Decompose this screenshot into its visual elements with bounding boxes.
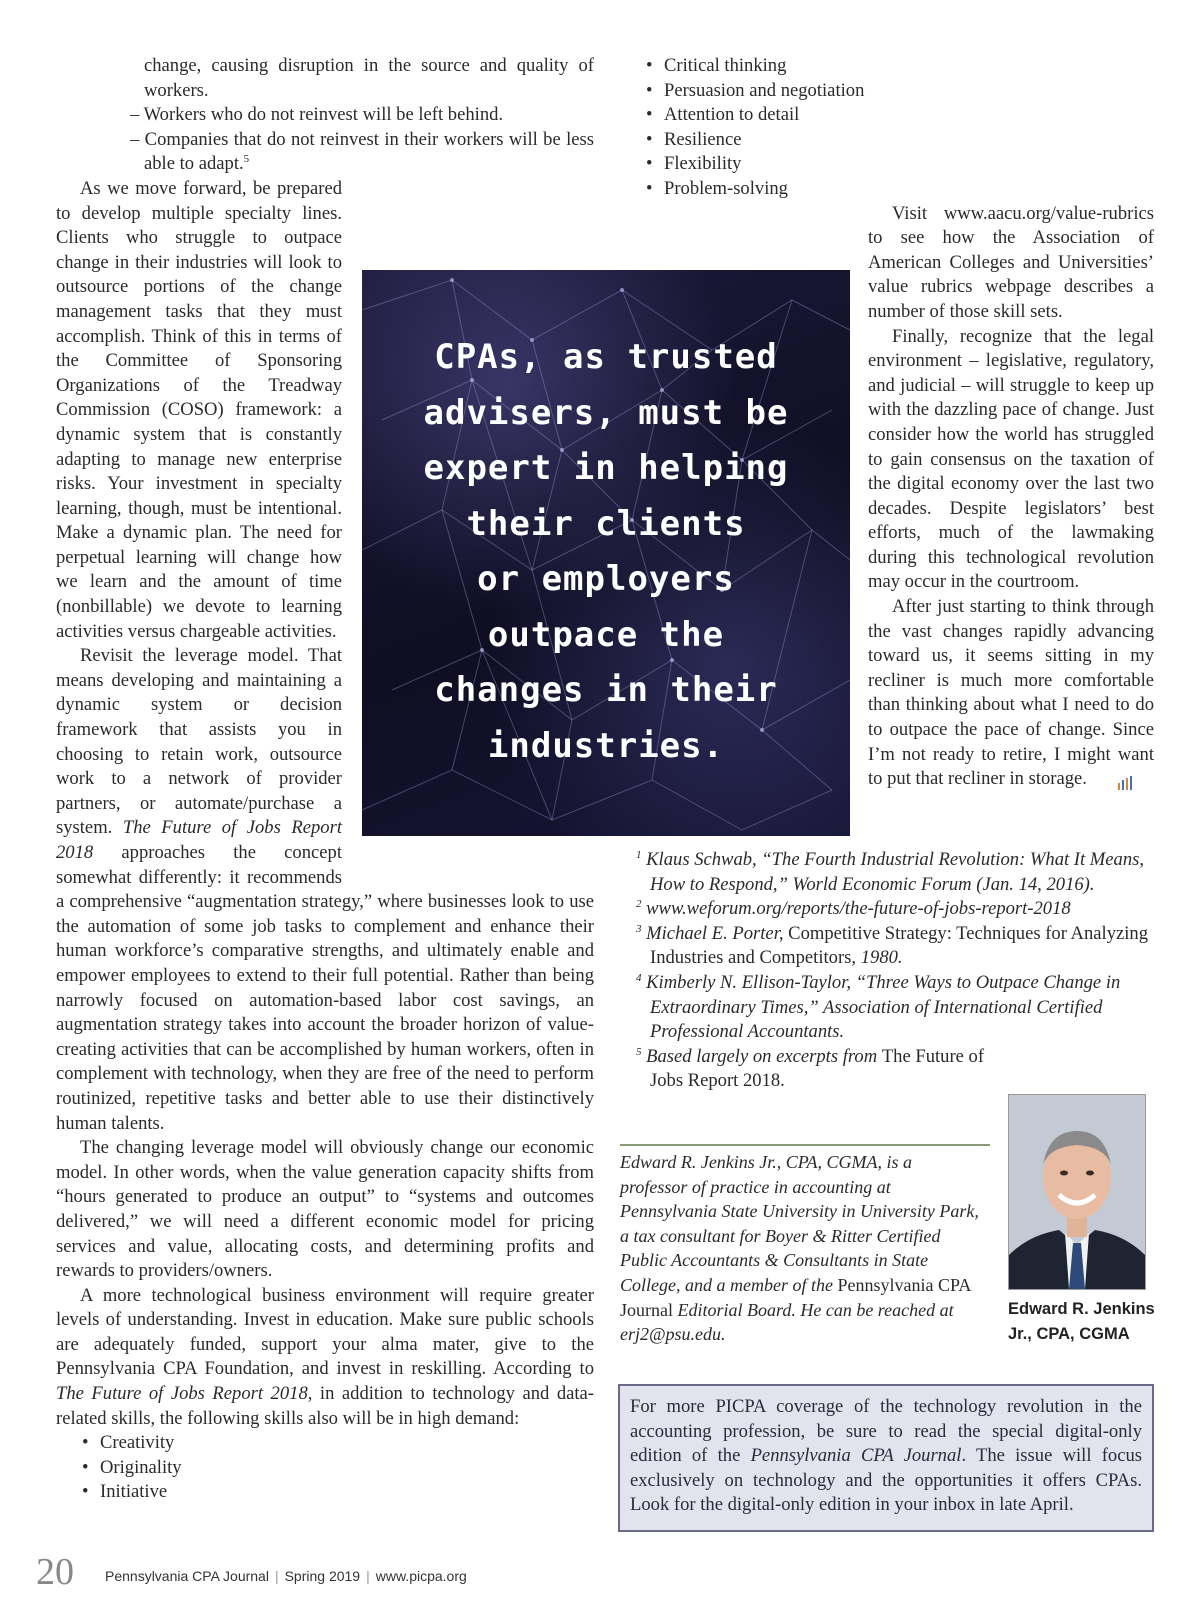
companies-dash-text: – Companies that do not reinvest in their workers will be less able to adapt.	[130, 128, 594, 175]
footnote-number: 5	[636, 1045, 642, 1058]
skill-item: • Originality	[100, 1456, 594, 1481]
pull-quote-box	[362, 270, 850, 836]
footnotes	[636, 848, 1156, 1094]
legal-environment-paragraph: Finally, recognize that the legal environment – legislative, regulatory, and judicial – will struggle to keep up with the dazzling pace of change. Just consider how the world has struggled to gain consensus on the taxation of the digital economy over the last two decades. Despite legislators’ best efforts, much of the lawmaking during this technological revolution may occur in the courtroom.	[868, 325, 1154, 593]
publication-name: Pennsylvania CPA Journal	[105, 1568, 269, 1584]
quote-line: their clients	[466, 503, 746, 544]
author-photo	[1008, 1094, 1146, 1290]
skill-item: • Attention to detail	[664, 103, 1154, 128]
skill-item: • Creativity	[100, 1431, 594, 1456]
bio-text-a: Edward R. Jenkins Jr., CPA, CGMA, is a professor of practice in accounting at Pennsylvania State University in University Park, a tax consultant for Boyer & Ritter Certified Public Accountants & Consultants in State College, and a member of the	[620, 1152, 979, 1295]
quote-line: industries.	[487, 725, 725, 766]
education-paragraph	[56, 1284, 594, 1432]
skill-item: • Persuasion and negotiation	[664, 79, 1154, 104]
footnote-number: 4	[636, 971, 642, 984]
quote-line: outpace the	[487, 614, 725, 655]
leverage-text-a: Revisit the leverage model. That means developing and maintaining a dynamic system or decision framework that assists you in choosing to retain work, outsource work to a network of provider partners, or automate/purchase a system.	[56, 645, 342, 839]
footnote-text: Kimberly N. Ellison-Taylor, “Three Ways to Outpace Change in Extraordinary Times,” Association of International Certified Professional Accountants.	[646, 971, 1121, 1043]
quote-line: or employers	[477, 559, 735, 599]
skill-item: • Problem-solving	[664, 177, 1154, 202]
promo-box	[618, 1384, 1154, 1532]
website-link[interactable]: www.picpa.org	[375, 1568, 467, 1584]
page-number: 20	[36, 1551, 74, 1593]
intro-text: change, causing disruption in the source and quality of workers.	[144, 55, 594, 101]
footnote-author: Michael E. Porter,	[646, 922, 784, 944]
economic-model-paragraph: The changing leverage model will obviously change our economic model. In other words, when the value generation capacity shifts from “hours generated to produce an output” to “systems and outcomes delivered,” we will need a different economic model for pricing services and value, allocating costs, and determining profits and rewards to providers/owners.	[56, 1137, 594, 1282]
end-mark-icon	[1092, 773, 1112, 787]
education-text-a: A more technological business environment will require greater levels of understanding. Invest in education. Make sure public schools are adequately funded, support your alma mater, give to the Pennsylvania CPA Foundation, and invest in reskilling. According to	[56, 1284, 594, 1380]
footnote-book-title: Competitive Strategy: Techniques for Analyzing Industries and Competitors,	[650, 922, 1148, 969]
footnote-number: 1	[636, 848, 642, 861]
issue-date: Spring 2019	[284, 1568, 361, 1584]
footnote-year: 1980.	[860, 947, 903, 969]
footnote-2	[636, 897, 1156, 922]
photo-caption	[1008, 1297, 1178, 1347]
skill-item: • Critical thinking	[664, 54, 1154, 79]
value-rubrics-paragraph: Visit www.aacu.org/value-rubrics to see how the Association of American Colleges and Universities’ value rubrics webpage describes a number of those skill sets.	[868, 202, 1154, 322]
footnote-4	[636, 971, 1156, 1045]
footnote-text: Based largely on excerpts from	[646, 1045, 878, 1067]
footnote-1	[636, 848, 1156, 897]
bio-text-b: Editorial Board. He can be reached at erj2@psu.edu.	[620, 1299, 954, 1345]
caption-line: Jr., CPA, CGMA	[1008, 1325, 1130, 1343]
footnote-5	[636, 1045, 990, 1094]
education-text-b: , in addition to technology and data-related skills, the following skills also will be in high demand:	[56, 1383, 595, 1429]
workers-dash-item: – Workers who do not reinvest will be left behind.	[130, 104, 504, 126]
quote-line: changes in their	[434, 670, 778, 710]
footnote-link[interactable]: www.weforum.org/reports/the-future-of-jobs-report-2018	[646, 898, 1071, 920]
skill-item: • Resilience	[664, 128, 1154, 153]
footnote-number: 3	[636, 922, 642, 935]
footer-info	[105, 1568, 467, 1584]
promo-journal-name: Pennsylvania CPA Journal	[750, 1445, 962, 1467]
left-skills-list	[56, 1431, 594, 1505]
footer-separator: |	[366, 1568, 370, 1584]
caption-line: Edward R. Jenkins	[1008, 1300, 1155, 1318]
footnote-report-title: The Future of Jobs Report 2018.	[650, 1045, 985, 1092]
quote-line: expert in helping	[423, 448, 789, 488]
promo-text-a: For more PICPA coverage of the technology revolution in the accounting profession, be sure to read the special digital-only edition of the	[630, 1396, 1142, 1467]
report-title-2: The Future of Jobs Report 2018	[56, 1383, 308, 1405]
pull-quote-text	[362, 330, 850, 774]
author-bio	[620, 1150, 980, 1347]
closing-text: After just starting to think through the vast changes rapidly advancing toward us, it seems sitting in my recliner is much more comfortable than thinking about what I need to do to outpace the pace of change. Since I’m not ready to retire, I might want to put that recliner in storage.	[868, 596, 1154, 790]
specialty-lines-paragraph: As we move forward, be prepared to develop multiple specialty lines. Clients who struggle to outpace change in their industries will look to outsource portions of the change management tasks that they must accomplish. Think of this in terms of the Committee of Sponsoring Organizations of the Treadway Commission (COSO) framework: a dynamic system that is constantly adapting to manage new enterprise risks. Your investment in specialty learning, though, must be intentional. Make a dynamic plan. The need for perpetual learning will change how we learn and the amount of time (nonbillable) we devote to learning activities versus chargeable activities.	[56, 177, 342, 642]
footnote-3	[636, 922, 1156, 971]
right-skills-list	[618, 54, 1154, 202]
skill-item: • Initiative	[100, 1480, 594, 1505]
bio-divider	[620, 1144, 990, 1146]
footer-separator: |	[274, 1568, 279, 1584]
report-title-1: The Future of Jobs Report 2018	[56, 817, 342, 863]
skill-item: • Flexibility	[664, 152, 1154, 177]
quote-line: CPAs, as trusted	[434, 337, 778, 377]
footnote-text: Klaus Schwab, “The Fourth Industrial Revolution: What It Means, How to Respond,” World Economic Forum (Jan. 14, 2016).	[646, 849, 1145, 895]
footnote-number: 2	[636, 898, 642, 910]
quote-line: advisers, must be	[423, 392, 789, 433]
promo-text-b: . The issue will focus exclusively on technology and the opportunities it offers CPAs. Look for the digital-only edition in your inbox in late April.	[630, 1445, 1143, 1516]
companies-dash-item	[56, 128, 594, 177]
leverage-text-b: approaches the concept somewhat differently: it recommends a comprehensive “augmentation strategy,” where businesses look to use the automation of some job tasks to complement and enhance their human workforce’s comparative strengths, and ultimately enable and empower employees to extend to their full potential. Rather than being narrowly focused on automation-based labor cost savings, an augmentation strategy takes into account the broader horizon of value-creating activities that can be accomplished by human workers, often in complement with technology, when they are free of the need to perform routinized, repetitive tasks and better able to use their distinctively human talents.	[56, 842, 594, 1134]
bio-journal-name: Pennsylvania CPA Journal	[620, 1274, 971, 1320]
footnote-marker-5: 5	[243, 153, 250, 166]
page-footer	[0, 1550, 1200, 1600]
